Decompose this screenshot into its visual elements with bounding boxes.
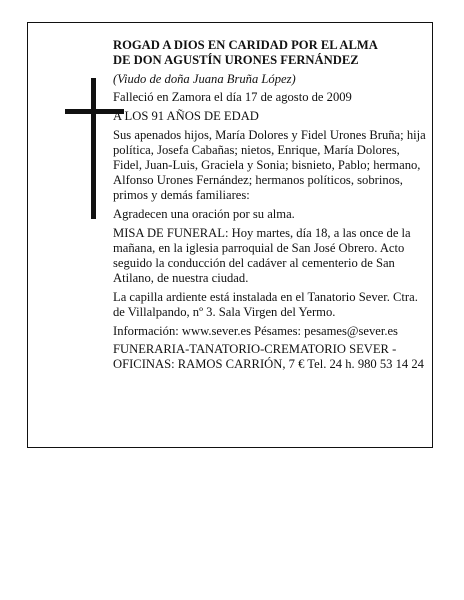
widow-note: (Viudo de doña Juana Bruña López): [113, 71, 296, 86]
funeral-home: FUNERARIA-TANATORIO-CREMATORIO SEVER - OFICINAS: RAMOS CARRIÓN, 7 € Tel. 24 h. 980 53 14 24: [113, 342, 424, 372]
death-info: Falleció en Zamora el día 17 de agosto de 2009: [113, 90, 352, 105]
heading-line-1: ROGAD A DIOS EN CARIDAD POR EL ALMA: [113, 38, 378, 52]
heading: [113, 38, 431, 68]
heading-line-2: DE DON AGUSTÍN URONES FERNÁNDEZ: [113, 53, 359, 68]
chapel-info: La capilla ardiente está instalada en el Tanatorio Sever. Ctra. de Villalpando, nº 3. Sala Virgen del Yermo.: [113, 289, 418, 319]
contact-info: Información: www.sever.es Pésames: pesames@sever.es: [113, 323, 398, 338]
funeral-mass: MISA DE FUNERAL: Hoy martes, día 18, a las once de la mañana, en la iglesia parroquial de San José Obrero. Acto seguido la conducción del cadáver al cementerio de San Atilano, de nuestra ciudad.: [113, 225, 411, 286]
family-list: Sus apenados hijos, María Dolores y Fidel Urones Bruña; hija política, Josefa Cabañas; nietos, Enrique, María Dolores, Fidel, Juan-Luis, Graciela y Sonia; bisnieto, Pablo; hermano, Alfonso Urones Fernández; hermanos políticos, sobrinos, primos y demás familiares:: [113, 127, 426, 203]
age: A LOS 91 AÑOS DE EDAD: [113, 108, 259, 123]
cross-icon-vertical-bar: [91, 78, 96, 219]
prayer-request: Agradecen una oración por su alma.: [113, 206, 295, 221]
obituary-text: [113, 38, 431, 376]
